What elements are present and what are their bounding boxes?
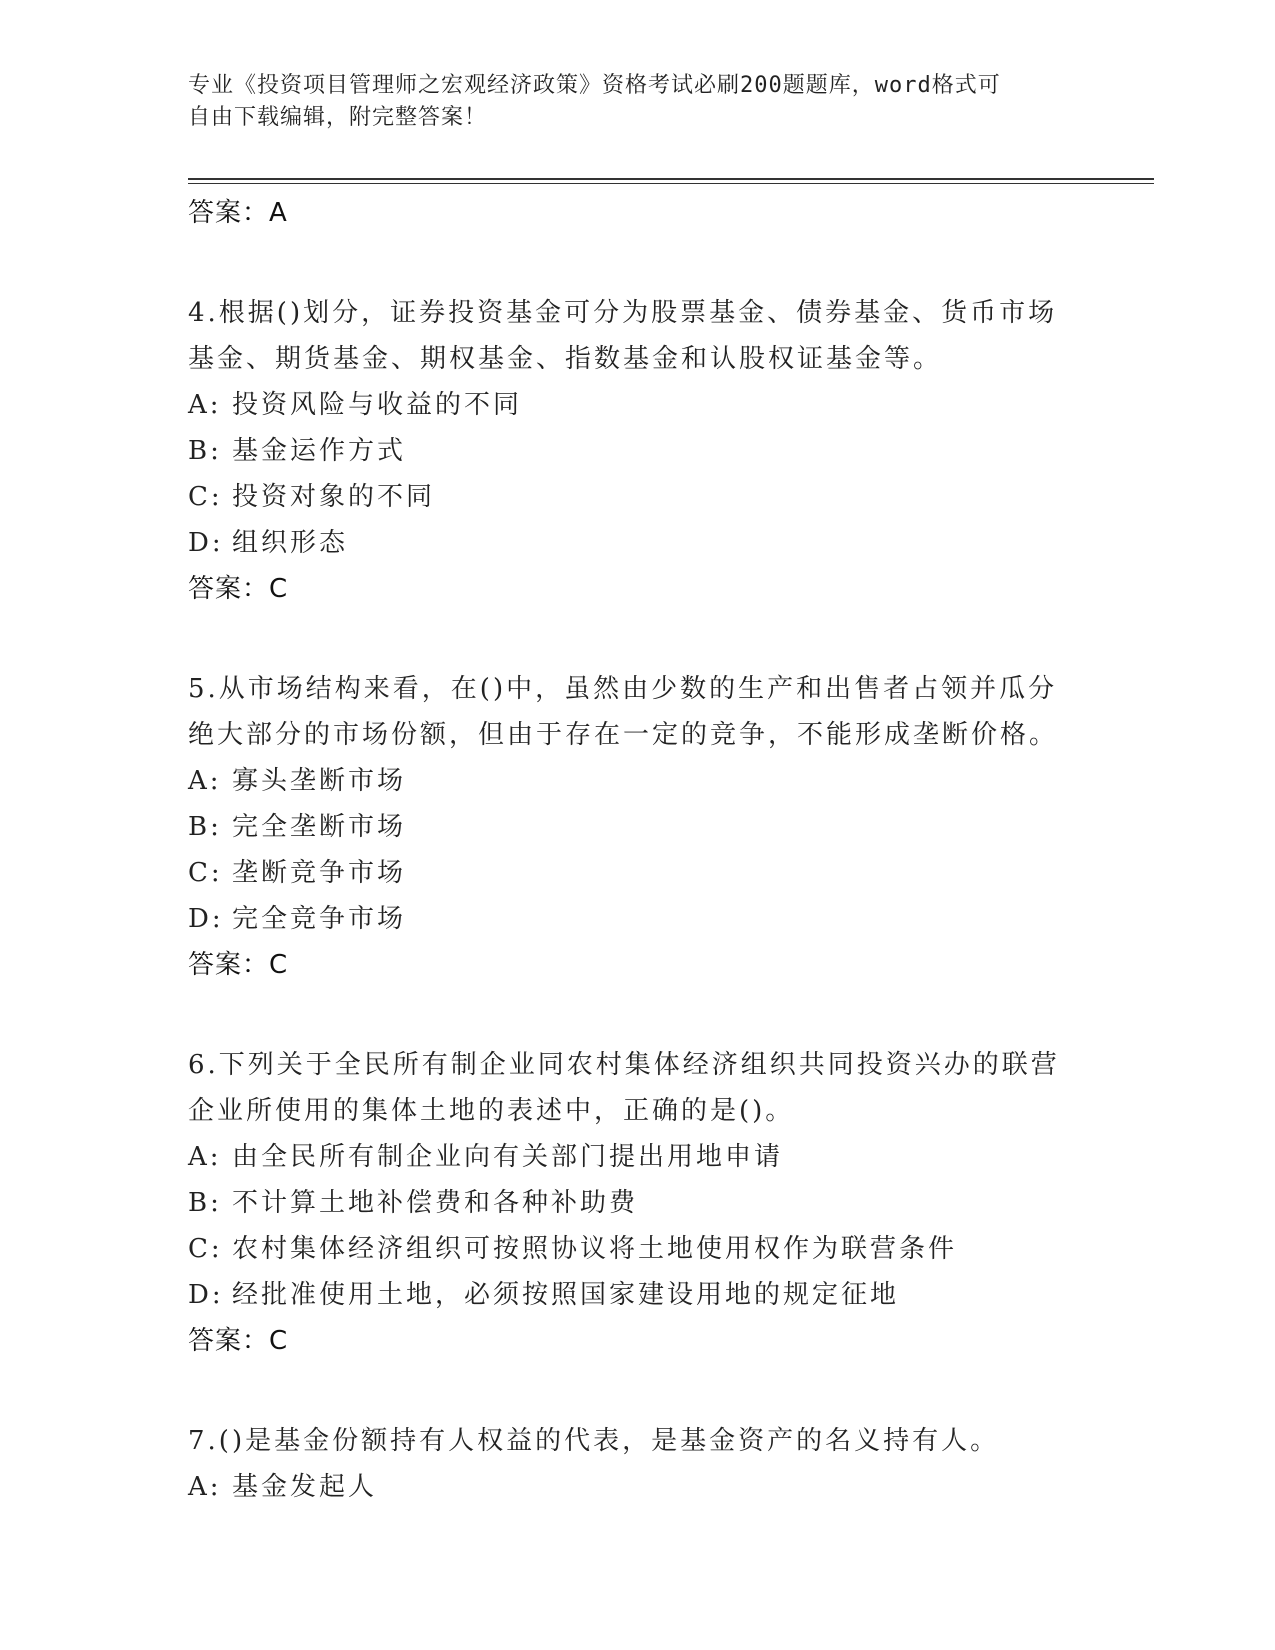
option-b	[188, 428, 1088, 474]
option-letter: A:	[188, 1142, 222, 1172]
header-line-1: 专业《投资项目管理师之宏观经济政策》资格考试必刷200题题库，word格式可	[188, 73, 1001, 98]
option-b	[188, 1180, 1088, 1226]
option-letter: A:	[188, 766, 222, 796]
option-text: 投资风险与收益的不同	[232, 390, 523, 420]
option-text: 组织形态	[232, 528, 349, 558]
question-stem-line: 6.下列关于全民所有制企业同农村集体经济组织共同投资兴办的联营	[188, 1050, 1060, 1080]
question-stem	[188, 1042, 1088, 1134]
question-stem-line: 基金、期货基金、期权基金、指数基金和认股权证基金等。	[188, 344, 943, 374]
question-block	[188, 290, 1088, 612]
header-divider-thin	[188, 183, 1154, 184]
header-divider	[188, 178, 1154, 180]
question-stem	[188, 290, 1088, 382]
option-b	[188, 804, 1088, 850]
option-a	[188, 382, 1088, 428]
option-d	[188, 1272, 1088, 1318]
option-text: 垄断竞争市场	[232, 858, 407, 888]
question-stem-line: 7.()是基金份额持有人权益的代表，是基金资产的名义持有人。	[188, 1426, 1000, 1456]
option-c	[188, 1226, 1088, 1272]
answer-line: 答案：C	[188, 950, 289, 980]
question-stem	[188, 1418, 1088, 1464]
page-header	[188, 70, 1088, 134]
option-letter: D:	[188, 1280, 224, 1310]
question-stem-line: 5.从市场结构来看，在()中，虽然由少数的生产和出售者占领并瓜分	[188, 674, 1058, 704]
question-stem-line: 绝大部分的市场份额，但由于存在一定的竞争，不能形成垄断价格。	[188, 720, 1059, 750]
option-c	[188, 474, 1088, 520]
option-d	[188, 896, 1088, 942]
question-block	[188, 666, 1088, 988]
question-block	[188, 1042, 1088, 1364]
option-text: 由全民所有制企业向有关部门提出用地申请	[232, 1142, 784, 1172]
option-text: 经批准使用土地，必须按照国家建设用地的规定征地	[232, 1280, 900, 1310]
header-line-2: 自由下载编辑，附完整答案！	[188, 105, 488, 130]
option-text: 完全竞争市场	[232, 904, 407, 934]
question-stem-line: 4.根据()划分，证券投资基金可分为股票基金、债券基金、货币市场	[188, 298, 1058, 328]
answer-line: 答案：C	[188, 574, 289, 604]
option-letter: B:	[188, 1188, 222, 1218]
option-d	[188, 520, 1088, 566]
option-text: 投资对象的不同	[232, 482, 436, 512]
option-text: 基金发起人	[232, 1472, 378, 1502]
option-letter: B:	[188, 812, 222, 842]
option-letter: A:	[188, 390, 222, 420]
option-text: 寡头垄断市场	[232, 766, 407, 796]
answer-line: 答案：A	[188, 198, 288, 228]
document-body	[188, 190, 1088, 1510]
option-a	[188, 758, 1088, 804]
option-text: 不计算土地补偿费和各种补助费	[232, 1188, 639, 1218]
option-c	[188, 850, 1088, 896]
option-letter: C:	[188, 1234, 223, 1264]
answer-line: 答案：C	[188, 1326, 289, 1356]
option-letter: A:	[188, 1472, 222, 1502]
option-text: 农村集体经济组织可按照协议将土地使用权作为联营条件	[232, 1234, 958, 1264]
question-stem	[188, 666, 1088, 758]
option-letter: D:	[188, 528, 224, 558]
question-stem-line: 企业所使用的集体土地的表述中，正确的是()。	[188, 1096, 795, 1126]
option-text: 完全垄断市场	[232, 812, 407, 842]
option-letter: D:	[188, 904, 224, 934]
option-a	[188, 1464, 1088, 1510]
option-text: 基金运作方式	[232, 436, 407, 466]
question-block	[188, 1418, 1088, 1510]
option-letter: C:	[188, 482, 223, 512]
option-letter: B:	[188, 436, 222, 466]
option-a	[188, 1134, 1088, 1180]
option-letter: C:	[188, 858, 223, 888]
